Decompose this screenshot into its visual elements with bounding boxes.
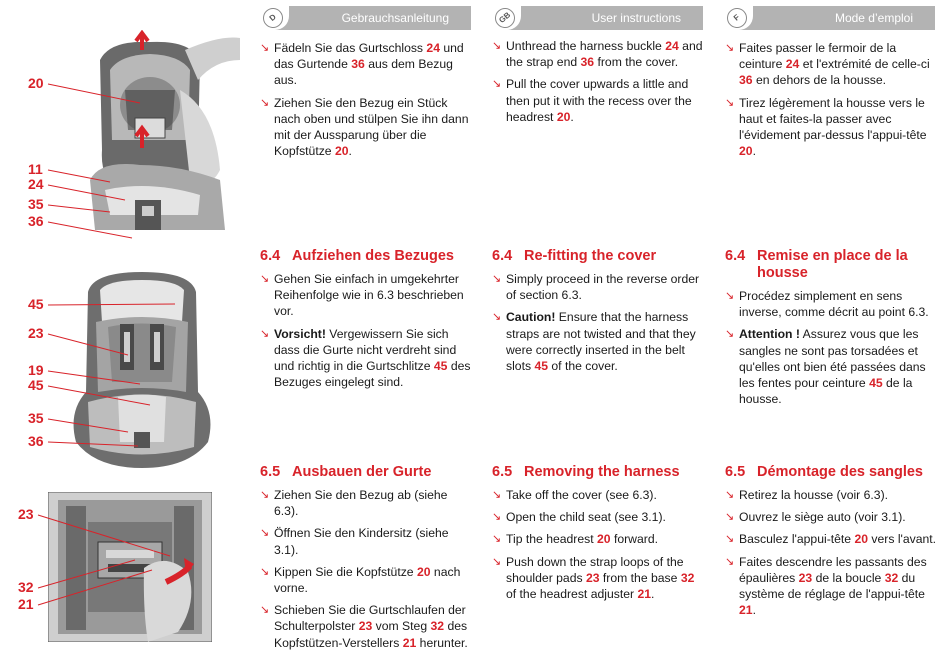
section-heading: 6.4 Remise en place de la housse xyxy=(725,248,908,281)
de-section-6-4 xyxy=(260,248,474,396)
list-item: ↘ Basculez l'appui-tête 20 vers l'avant. xyxy=(725,532,937,547)
list-item: ↘ Ouvrez le siège auto (voir 3.1). xyxy=(725,510,906,525)
header-f xyxy=(723,6,935,30)
list-item: ↘ Take off the cover (see 6.3). xyxy=(492,488,657,502)
language-badge-de: D xyxy=(259,4,287,32)
column-f xyxy=(725,40,937,165)
column-de xyxy=(260,40,474,165)
list-item: ↘ Retirez la housse (voir 6.3). xyxy=(725,488,889,502)
figure1-label-24: 24 xyxy=(28,176,44,192)
header-title-gb: User instructions xyxy=(591,11,681,25)
list-item: ↘ Faites passer le fermoir de la ceinture 24 et l'extrémité de celle-ci 36 en dehors de la housse. xyxy=(725,41,930,88)
figure2-label-23: 23 xyxy=(28,325,44,341)
figure2-label-45: 45 xyxy=(28,296,44,312)
figure2-label-36: 36 xyxy=(28,433,44,449)
list-item: ↘ Schieben Sie die Gurtschlaufen der Schulterpolster 23 vom Steg 32 des Kopfstützen-Verstellers 21 herunter. xyxy=(260,603,468,650)
list-item: ↘ Öffnen Sie den Kindersitz (siehe 3.1). xyxy=(260,526,449,557)
section-heading: 6.5 Removing the harness xyxy=(492,464,680,480)
header-de xyxy=(259,6,471,30)
section-heading: 6.5 Démontage des sangles xyxy=(725,464,923,480)
list-item: ↘ Procédez simplement en sens inverse, comme décrit au point 6.3. xyxy=(725,289,929,320)
de-section-6-3-cont xyxy=(260,40,474,159)
list-item: ↘ Simply proceed in the reverse order of section 6.3. xyxy=(492,272,700,303)
list-item: ↘ Ziehen Sie den Bezug ab (siehe 6.3). xyxy=(260,488,448,519)
list-item: ↘ Pull the cover upwards a little and then put it with the recess over the headrest 20. xyxy=(492,77,692,124)
list-item: ↘ Faites descendre les passants des épaulières 23 de la boucle 32 du système de réglage de l'appui-tête 21. xyxy=(725,554,927,618)
de-section-6-5 xyxy=(260,464,474,657)
figure3-label-32: 32 xyxy=(18,579,34,595)
section-heading: 6.4 Aufziehen des Bezuges xyxy=(260,248,454,264)
language-badge-gb: GB xyxy=(491,4,519,32)
list-item: ↘ Kippen Sie die Kopfstütze 20 nach vorne. xyxy=(260,564,461,596)
figure3-label-21: 21 xyxy=(18,596,34,612)
column-gb xyxy=(492,38,706,131)
header-gb xyxy=(491,6,703,30)
gb-section-6-4 xyxy=(492,248,706,380)
list-item: ↘ Gehen Sie einfach in umgekehrter Reihenfolge wie in 6.3 beschrieben vor. xyxy=(260,272,464,319)
section-heading: 6.5 Ausbauen der Gurte xyxy=(260,464,432,480)
figure1-label-20: 20 xyxy=(28,75,44,91)
figure1-label-36: 36 xyxy=(28,213,44,229)
list-item: ↘ Fädeln Sie das Gurtschloss 24 und das Gurtende 36 aus dem Bezug aus. xyxy=(260,41,464,88)
list-item: ↘ Unthread the harness buckle 24 and the strap end 36 from the cover. xyxy=(492,39,703,70)
leader-lines xyxy=(0,0,260,663)
list-item: ↘ Ziehen Sie den Bezug ein Stück nach oben und stülpen Sie ihn dann mit der Aussparung über die Kopfstütze 20. xyxy=(260,95,469,159)
f-section-6-5 xyxy=(725,464,937,624)
figure2-label-45b: 45 xyxy=(28,377,44,393)
section-heading: 6.4 Re-fitting the cover xyxy=(492,248,657,264)
figure2-label-35: 35 xyxy=(28,410,44,426)
list-item: ↘ Open the child seat (see 3.1). xyxy=(492,510,666,525)
figure1-label-35: 35 xyxy=(28,196,44,212)
figure2-label-19: 19 xyxy=(28,362,44,378)
figure3-label-23: 23 xyxy=(18,506,34,522)
list-item: ↘ Push down the strap loops of the shoulder pads 23 from the base 32 of the headrest adjuster 21. xyxy=(492,554,695,602)
gb-section-6-5 xyxy=(492,464,706,608)
figure1-label-11: 11 xyxy=(28,161,43,177)
header-title-de: Gebrauchsanleitung xyxy=(341,11,449,25)
list-item: ↘ Caution! Ensure that the harness straps are not twisted and that they were correctly inserted in the belt slots 45 of the cover. xyxy=(492,310,696,374)
list-item: ↘ Vorsicht! Vergewissern Sie sich dass die Gurte nicht verdreht sind und richtig in die Gurtschlitze 45 des Bezuges eingelegt sind. xyxy=(260,326,471,390)
list-item: ↘ Tirez légèrement la housse vers le haut et faites-la passer avec l'évidement par-dessus l'appui-tête 20. xyxy=(725,95,927,159)
list-item: ↘ Attention ! Assurez vous que les sangles ne sont pas torsadées et qu'elles ont bien été passées dans les fentes pour ceinture 45 de la housse. xyxy=(725,327,926,407)
language-badge-f: F xyxy=(723,4,751,32)
f-section-6-4 xyxy=(725,248,937,413)
header-title-f: Mode d’emploi xyxy=(834,11,913,25)
list-item: ↘ Tip the headrest 20 forward. xyxy=(492,532,658,547)
